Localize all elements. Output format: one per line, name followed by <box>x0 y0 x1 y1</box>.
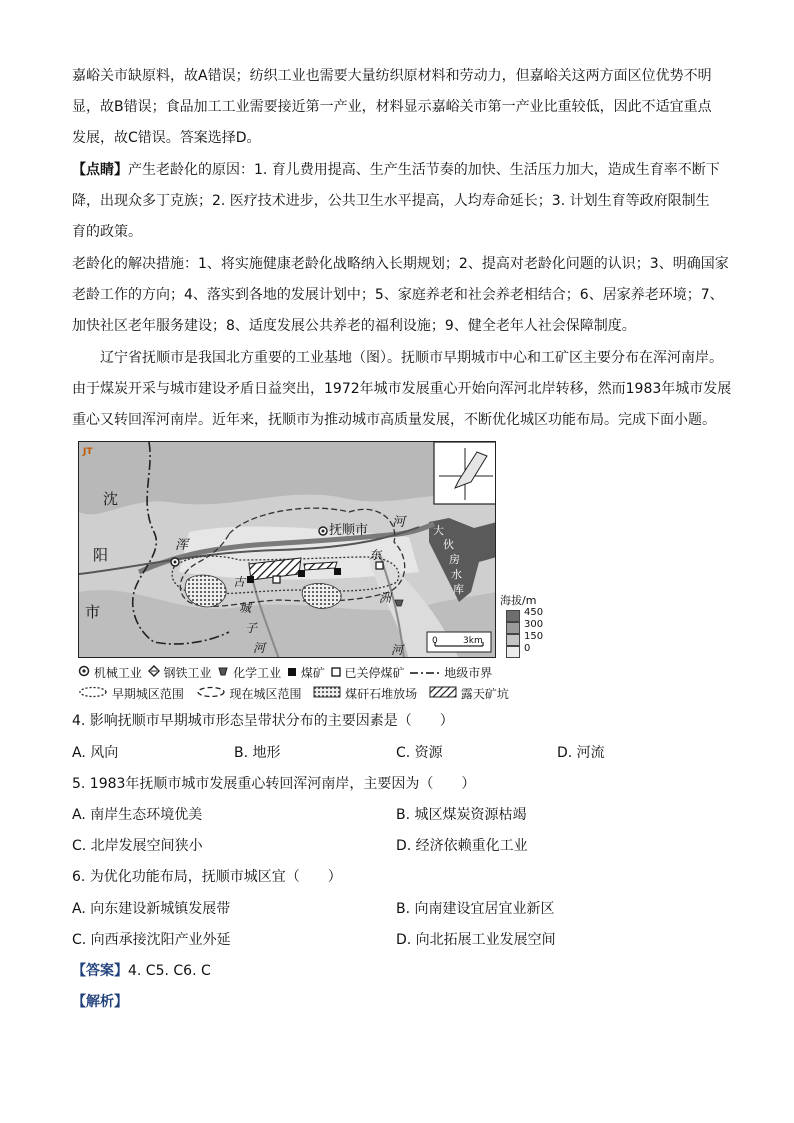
map-label-he3: 河 <box>391 643 404 657</box>
elevation-swatch-150 <box>506 634 520 646</box>
paragraph-line: 加快社区老年服务建设；8、适度发展公共养老的福利设施；9、健全老年人社会保障制度。 <box>72 318 636 334</box>
map-corner-mark: JT <box>83 447 93 457</box>
paragraph-line: 发展，故C错误。答案选择D。 <box>72 130 261 146</box>
fushun-map <box>78 441 496 658</box>
question-4-option-d: D. 河流 <box>557 745 605 761</box>
elevation-swatch-0 <box>506 646 520 658</box>
question-5-stem: 5. 1983年抚顺市城市发展重心转回浑河南岸，主要因为（ ） <box>72 776 476 792</box>
map-label-fushun: 抚顺市 <box>329 523 369 538</box>
elevation-label: 450 <box>524 607 544 618</box>
tip-label: 【点睛】 <box>72 162 128 178</box>
legend-current-urban: 现在城区范围 <box>229 686 302 701</box>
question-5-option-d: D. 经济依赖重化工业 <box>396 838 528 854</box>
legend-machinery: 机械工业 <box>93 665 142 680</box>
tip-text: 产生老龄化的原因：1. 育儿费用提高、生产生活节奏的加快、生活压力加大，造成生育率不断下 <box>128 162 720 178</box>
paragraph-line: 显，故B错误；食品加工工业需要接近第一产业，材料显示嘉峪关市第一产业比重较低，因此不适宜重点 <box>72 99 712 115</box>
legend-gangue: 煤矸石堆放场 <box>345 686 418 701</box>
question-4-option-c: C. 资源 <box>396 745 443 761</box>
analysis-line <box>72 992 724 1012</box>
map-label-he2: 河 <box>253 641 266 655</box>
question-6-option-d: D. 向北拓展工业发展空间 <box>396 932 556 948</box>
question-6-option-a: A. 向东建设新城镇发展带 <box>72 901 231 917</box>
map-label-da: 大 <box>433 524 444 537</box>
question-6-option-c: C. 向西承接沈阳产业外延 <box>72 932 231 948</box>
answer-text: 4. C5. C6. C <box>128 963 211 979</box>
map-label-zhou: 洲 <box>379 591 392 605</box>
paragraph-line: 嘉峪关市缺原料，故A错误；纺织工业也需要大量纺织原材料和劳动力，但嘉峪关这两方面区位优势不明 <box>72 68 712 84</box>
map-label-shen: 沈 <box>103 490 119 508</box>
answer-label: 【答案】 <box>72 963 128 979</box>
map-label-huo: 伙 <box>443 538 454 551</box>
question-5-option-c: C. 北岸发展空间狭小 <box>72 838 203 854</box>
elevation-label: 0 <box>524 643 531 654</box>
map-label-he1: 河 <box>392 515 406 530</box>
question-6-stem: 6. 为优化功能布局，抚顺市城区宜（ ） <box>72 869 342 885</box>
map-label-dong: 东 <box>369 548 382 562</box>
paragraph-line: 重心又转回浑河南岸。近年来，抚顺市为推动城市高质量发展，不断优化城区功能布局。完成下面小题。 <box>72 412 716 428</box>
scale-zero: 0 <box>432 636 438 646</box>
current-urban-icon <box>196 686 226 702</box>
legend-open-pit: 露天矿坑 <box>460 686 509 701</box>
legend-chemical: 化学工业 <box>233 665 282 680</box>
map-label-yang: 阳 <box>93 546 109 564</box>
paragraph-line: 育的政策。 <box>72 224 142 240</box>
open-pit-icon <box>429 686 457 702</box>
legend-early-urban: 早期城区范围 <box>111 686 184 701</box>
paragraph-line: 老龄工作的方向；4、落实到各地的发展计划中；5、家庭养老和社会养老相结合；6、居家养老环境；7、 <box>72 287 724 303</box>
steel-icon <box>148 665 160 681</box>
map-label-ku: 库 <box>453 583 464 596</box>
legend-coal-mine: 煤矿 <box>300 665 325 680</box>
map-label-shui: 水 <box>451 568 462 581</box>
map-legend-row-1 <box>78 664 492 681</box>
elevation-legend <box>500 592 560 662</box>
map-label-fang: 房 <box>449 553 460 566</box>
machinery-icon <box>78 665 90 681</box>
chemical-icon <box>217 665 229 681</box>
legend-steel: 钢铁工业 <box>163 665 212 680</box>
elevation-label: 150 <box>524 631 544 642</box>
gangue-icon <box>313 686 341 702</box>
map-label-cheng: 城 <box>239 601 252 615</box>
elevation-label: 300 <box>524 619 544 630</box>
question-5-option-b: B. 城区煤炭资源枯竭 <box>396 807 527 823</box>
paragraph-line: 辽宁省抚顺市是我国北方重要的工业基地（图）。抚顺市早期城市中心和工矿区主要分布在浑河南岸。 <box>100 350 723 366</box>
scale-distance: 3km <box>463 636 483 646</box>
map-svg <box>79 442 496 658</box>
question-6-option-b: B. 向南建设宜居宜业新区 <box>396 901 555 917</box>
map-label-hun: 浑 <box>175 538 189 553</box>
map-label-gu: 古 <box>233 575 246 589</box>
elevation-title: 海拔/m <box>500 594 537 607</box>
question-4-option-a: A. 风向 <box>72 745 119 761</box>
boundary-icon <box>410 665 440 681</box>
early-urban-icon <box>78 686 108 702</box>
answer-line <box>72 961 724 981</box>
legend-closed-mine: 已关停煤矿 <box>344 665 405 680</box>
paragraph-line: 由于煤炭开采与城市建设矛盾日益突出，1972年城市发展重心开始向浑河北岸转移，然而1983年城市发展 <box>72 381 732 397</box>
paragraph-line: 降，出现众多丁克族；2. 医疗技术进步，公共卫生水平提高，人均寿命延长；3. 计划生育等政府限制生 <box>72 193 710 209</box>
question-5-option-a: A. 南岸生态环境优美 <box>72 807 203 823</box>
closed-mine-icon <box>331 665 341 681</box>
map-legend-row-2 <box>78 685 509 702</box>
coal-mine-icon <box>287 665 297 681</box>
map-label-zi: 子 <box>245 621 258 635</box>
tip-paragraph <box>72 160 724 180</box>
elevation-swatch-300 <box>506 622 520 634</box>
legend-boundary: 地级市界 <box>444 665 493 680</box>
analysis-label: 【解析】 <box>72 994 128 1010</box>
paragraph-line: 老龄化的解决措施：1、将实施健康老龄化战略纳入长期规划；2、提高对老龄化问题的认识；3、明确国家 <box>72 256 729 272</box>
question-4-stem: 4. 影响抚顺市早期城市形态呈带状分布的主要因素是（ ） <box>72 713 454 729</box>
map-label-shi: 市 <box>85 603 101 621</box>
question-4-option-b: B. 地形 <box>234 745 281 761</box>
elevation-swatch-450 <box>506 610 520 622</box>
